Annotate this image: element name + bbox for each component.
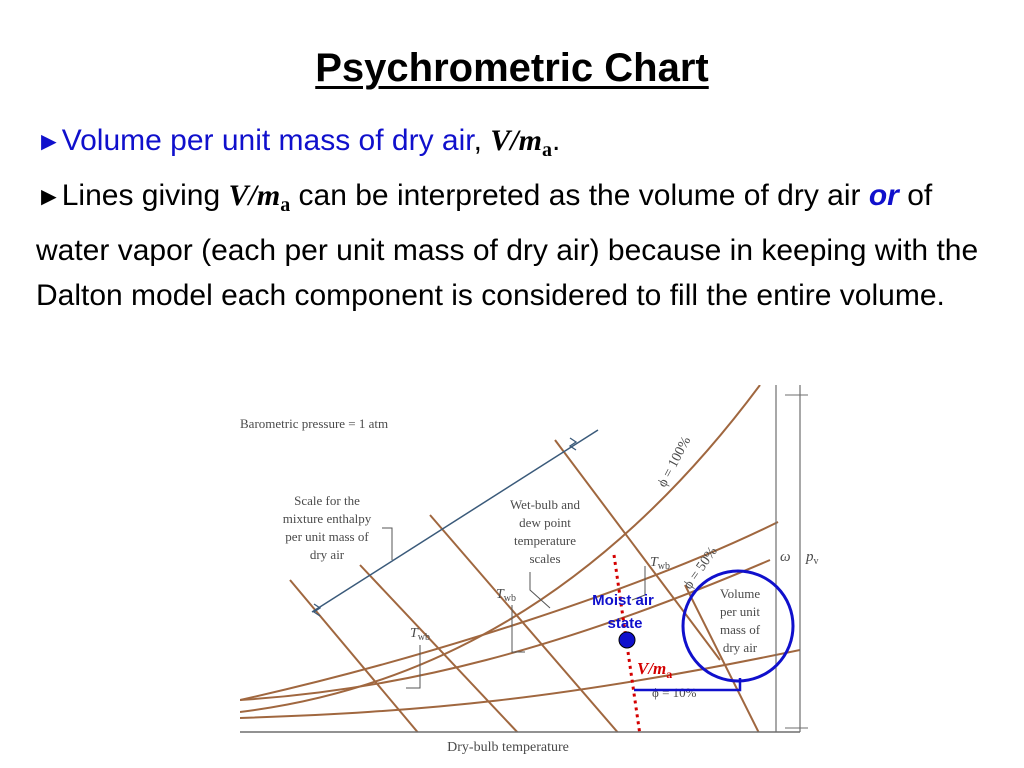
bullet-2-part2: can be interpreted as the volume of dry air <box>290 179 869 212</box>
bullet-1-text: Volume per unit mass of dry air <box>61 124 474 157</box>
enthalpy-callout-leader <box>382 528 392 560</box>
twb-label: $T_{wb}$ <box>410 626 431 643</box>
wetbulb-scale-label: dew point <box>519 515 571 530</box>
enthalpy-scale-label: per unit mass of <box>285 529 369 544</box>
slide-title: Psychrometric Chart <box>315 46 709 90</box>
vma-label: $V/m_a$ <box>637 659 673 681</box>
bullet-1-comma: , <box>473 124 482 157</box>
volume-label: per unit <box>719 604 761 619</box>
volume-label: dry air <box>722 640 758 655</box>
wetbulb-callout-leader <box>530 572 550 608</box>
phi-100-label: ϕ = 100% <box>655 434 695 490</box>
moist-air-label: Moist air <box>592 592 654 609</box>
bullet-2-part3: of water vapor (each per unit mass of dry air) because in keeping with the Dalton model each component is considered to fill the entire volume. <box>36 179 979 312</box>
bullet-2-part1: Lines giving <box>61 179 229 212</box>
dry-bulb-label: Dry-bulb temperature <box>447 740 569 755</box>
symbol-v-over-m: V/m <box>228 179 281 212</box>
symbol-sub-a: a <box>280 194 291 216</box>
enthalpy-scale-label: Scale for the <box>294 493 360 508</box>
enthalpy-scale-label: mixture enthalpy <box>282 511 372 526</box>
symbol-v-over-m: V/m <box>490 124 542 157</box>
phi-10-curve <box>240 650 800 718</box>
enthalpy-scale-label: dry air <box>309 547 345 562</box>
barometric-label: Barometric pressure = 1 atm <box>240 416 389 431</box>
wet-bulb-line <box>430 515 620 735</box>
volume-label: mass of <box>719 622 761 637</box>
twb-label: $T_{wb}$ <box>496 587 517 604</box>
wetbulb-scale-label: scales <box>529 551 561 566</box>
pv-label: $p_v$ <box>806 549 819 567</box>
wetbulb-scale-label: Wet-bulb and <box>509 497 581 512</box>
moist-air-label: state <box>607 615 643 632</box>
phi-50-label: ϕ = 50% <box>680 544 721 593</box>
bullet-marker: ► <box>36 126 62 156</box>
phi-10-label: ϕ = 10% <box>652 685 697 700</box>
twb-label: $T_{wb}$ <box>650 555 671 572</box>
bullet-marker: ► <box>36 181 62 211</box>
moist-air-state-dot <box>619 632 635 648</box>
symbol-sub-a: a <box>541 139 552 161</box>
or-emphasis: or <box>868 179 899 212</box>
wetbulb-scale-label: temperature <box>513 533 577 548</box>
volume-label: Volume <box>719 586 761 601</box>
bullet-1-end: . <box>551 124 561 157</box>
omega-label: ω <box>780 549 791 565</box>
